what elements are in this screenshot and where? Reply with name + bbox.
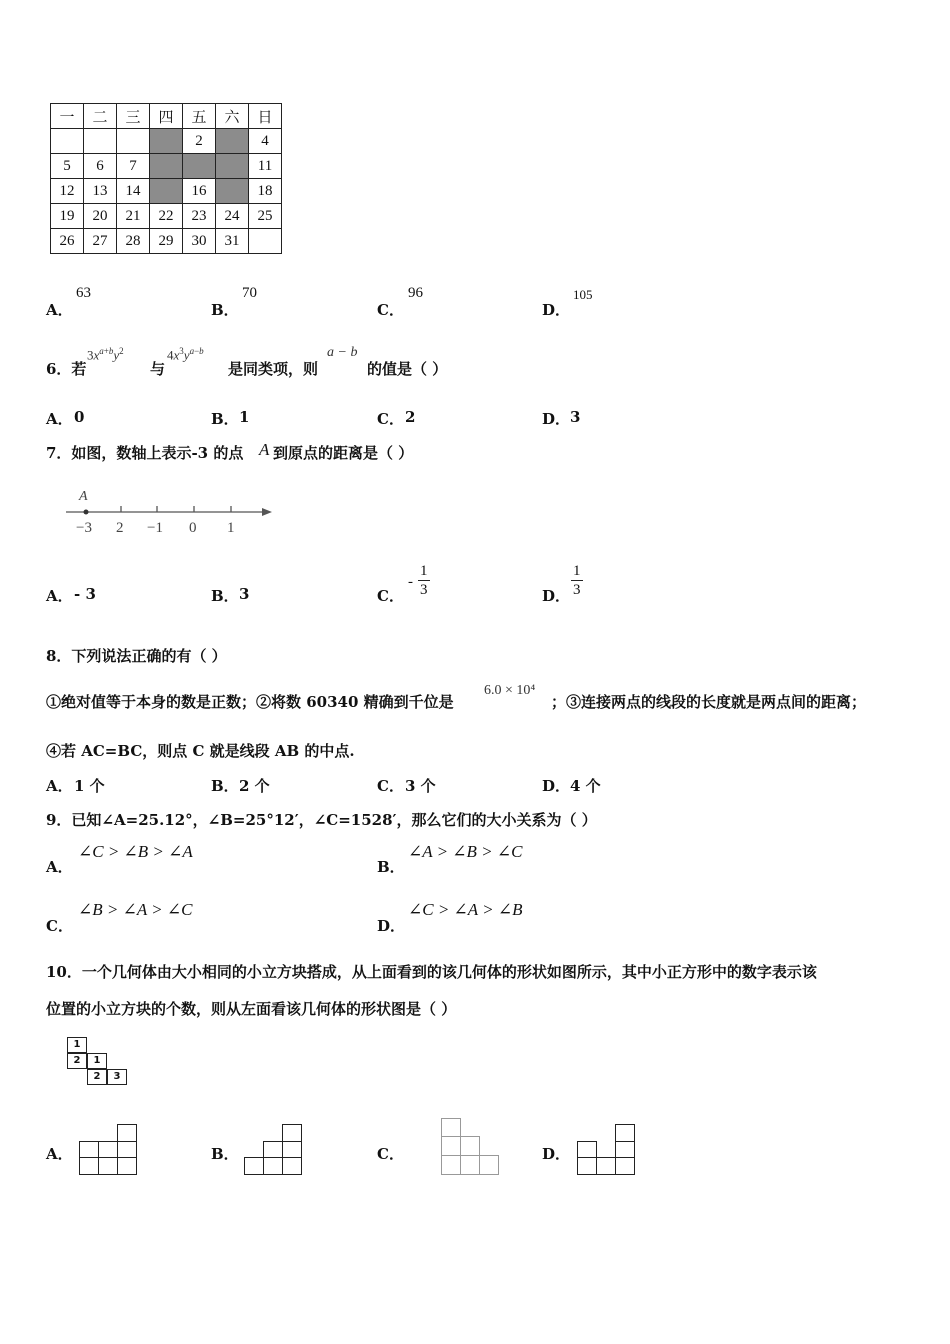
figure-square	[577, 1157, 597, 1175]
q7-stem-a: 7．如图，数轴上表示-3 的点	[46, 444, 244, 462]
calendar-table	[50, 103, 282, 254]
figure-square	[117, 1157, 137, 1175]
calendar-cell: 31	[216, 229, 249, 254]
calendar-cell: 7	[117, 154, 150, 179]
top-view-cell: 2	[87, 1069, 107, 1085]
q8-option-c-label[interactable]: C．	[377, 777, 404, 795]
figure-square	[117, 1141, 137, 1158]
q10-top-view	[67, 1037, 129, 1089]
q10-option-c-label[interactable]: C．	[377, 1145, 404, 1163]
figure-square	[98, 1157, 118, 1175]
q10-option-d-label[interactable]: D．	[542, 1145, 571, 1163]
q8-line1-a: ①绝对值等于本身的数是正数；②将数 60340 精确到千位是	[46, 693, 454, 711]
q7-option-a-value: - 3	[74, 585, 96, 603]
number-line-tick-label: 2	[116, 520, 124, 536]
calendar-cell: 19	[51, 204, 84, 229]
q5-option-a-label[interactable]: A．	[46, 301, 73, 319]
calendar-cell: 30	[183, 229, 216, 254]
calendar-cell: 28	[117, 229, 150, 254]
number-line-arrow	[262, 508, 272, 516]
number-line-point-a	[84, 510, 89, 515]
calendar-cell: 23	[183, 204, 216, 229]
calendar-cell	[84, 129, 117, 154]
q6-option-a-label[interactable]: A．	[46, 410, 73, 428]
q7-option-d-fraction	[571, 562, 583, 599]
calendar-cell: 14	[117, 179, 150, 204]
q8-scientific-notation: 6.0 × 10⁴	[484, 683, 536, 698]
q8-option-c-value: 3 个	[405, 777, 436, 795]
number-line	[60, 484, 275, 540]
calendar-cell: 6	[84, 154, 117, 179]
q7-option-c-fraction	[418, 562, 430, 599]
calendar-cell: 18	[249, 179, 282, 204]
calendar-cell-shaded	[183, 154, 216, 179]
q5-option-d-value: 105	[573, 287, 593, 302]
q10-option-c-figure[interactable]	[441, 1118, 503, 1178]
q6-suffix: 的值是（ ）	[367, 360, 448, 378]
q6-expression: a − b	[327, 345, 358, 360]
q6-option-d-label[interactable]: D．	[542, 410, 571, 428]
q6-option-c-label[interactable]: C．	[377, 410, 404, 428]
figure-square	[460, 1155, 480, 1175]
calendar-header: 一	[51, 104, 84, 129]
calendar-cell: 24	[216, 204, 249, 229]
calendar-cell: 22	[150, 204, 183, 229]
q5-option-c-value: 96	[408, 285, 423, 301]
q5-option-d-label[interactable]: D．	[542, 301, 571, 319]
q5-option-b-value: 70	[242, 285, 257, 301]
calendar-cell: 16	[183, 179, 216, 204]
figure-square	[596, 1157, 616, 1175]
calendar-header: 四	[150, 104, 183, 129]
q8-line2: ④若 AC=BC，则点 C 就是线段 AB 的中点.	[46, 742, 355, 760]
top-view-cell: 3	[107, 1069, 127, 1085]
q8-option-b-value: 2 个	[239, 777, 270, 795]
calendar-header: 五	[183, 104, 216, 129]
top-view-cell: 2	[67, 1053, 87, 1069]
fraction-numerator: 1	[420, 563, 428, 579]
q9-option-a-value: ∠C > ∠B > ∠A	[78, 842, 193, 861]
q7-option-c-label[interactable]: C．	[377, 587, 404, 605]
calendar-header: 三	[117, 104, 150, 129]
figure-square	[98, 1141, 118, 1158]
q10-option-b-label[interactable]: B．	[211, 1145, 239, 1163]
calendar-cell	[249, 229, 282, 254]
q8-option-a-label[interactable]: A．	[46, 777, 73, 795]
figure-square	[117, 1124, 137, 1142]
figure-square	[479, 1155, 499, 1175]
q6-option-b-value: 1	[239, 408, 250, 426]
top-view-cell: 1	[67, 1037, 87, 1053]
q9-option-d-label[interactable]: D．	[377, 917, 406, 935]
q5-option-a-value: 63	[76, 285, 91, 301]
q10-line1: 10．一个几何体由大小相同的小立方块搭成，从上面看到的该几何体的形状如图所示，其中小正方形中的数字表示该	[46, 963, 817, 981]
calendar-cell-shaded	[216, 179, 249, 204]
figure-square	[615, 1157, 635, 1175]
calendar-cell-shaded	[216, 129, 249, 154]
calendar-cell-shaded	[216, 154, 249, 179]
q6-option-b-label[interactable]: B．	[211, 410, 239, 428]
figure-square	[615, 1141, 635, 1158]
calendar-cell: 12	[51, 179, 84, 204]
figure-square	[263, 1157, 283, 1175]
figure-square	[79, 1157, 99, 1175]
q7-option-b-value: 3	[239, 585, 250, 603]
q7-option-a-label[interactable]: A．	[46, 587, 73, 605]
figure-square	[244, 1157, 264, 1175]
calendar-cell-shaded	[150, 129, 183, 154]
calendar-cell: 29	[150, 229, 183, 254]
q9-option-b-label[interactable]: B．	[377, 858, 405, 876]
calendar-cell: 11	[249, 154, 282, 179]
q7-option-c-sign: -	[408, 574, 413, 590]
q8-option-b-label[interactable]: B．	[211, 777, 239, 795]
calendar-cell: 2	[183, 129, 216, 154]
q9-option-b-value: ∠A > ∠B > ∠C	[408, 842, 523, 861]
number-line-tick-label: −1	[147, 520, 163, 536]
calendar-cell: 26	[51, 229, 84, 254]
figure-square	[282, 1157, 302, 1175]
figure-square	[441, 1136, 461, 1156]
fraction-denominator: 3	[573, 582, 581, 598]
q8-option-a-value: 1 个	[74, 777, 105, 795]
calendar-cell: 27	[84, 229, 117, 254]
q6-mid1: 与	[150, 360, 166, 378]
calendar-cell: 4	[249, 129, 282, 154]
number-line-tick-label: 1	[227, 520, 235, 536]
calendar-header: 六	[216, 104, 249, 129]
q9-option-c-value: ∠B > ∠A > ∠C	[78, 900, 193, 919]
q7-option-b-label[interactable]: B．	[211, 587, 239, 605]
calendar-header: 日	[249, 104, 282, 129]
q6-mid2: 是同类项，则	[228, 360, 319, 378]
q7-option-d-label[interactable]: D．	[542, 587, 571, 605]
calendar-cell-shaded	[150, 154, 183, 179]
q8-option-d-value: 4 个	[570, 777, 601, 795]
calendar-cell: 25	[249, 204, 282, 229]
q8-option-d-label[interactable]: D．	[542, 777, 571, 795]
calendar-cell-shaded	[150, 179, 183, 204]
q8-stem: 8．下列说法正确的有（ ）	[46, 647, 227, 665]
calendar-header: 二	[84, 104, 117, 129]
calendar-cell: 21	[117, 204, 150, 229]
number-line-tick-label: −3	[76, 520, 92, 536]
figure-square	[441, 1155, 461, 1175]
figure-square	[282, 1124, 302, 1142]
fraction-denominator: 3	[420, 582, 428, 598]
q5-option-b-label[interactable]: B．	[211, 301, 239, 319]
calendar-cell: 5	[51, 154, 84, 179]
q6-prefix: 6．若	[46, 360, 87, 378]
q7-stem-b: 到原点的距离是（ ）	[273, 444, 414, 462]
q10-line2: 位置的小立方块的个数，则从左面看该几何体的形状图是（ ）	[46, 1000, 457, 1018]
calendar-cell: 13	[84, 179, 117, 204]
top-view-cell: 1	[87, 1053, 107, 1069]
q9-stem: 9．已知∠A=25.12°，∠B=25°12′，∠C=1528′，那么它们的大小关系为（ ）	[46, 811, 597, 829]
q8-line1-b: ；③连接两点的线段的长度就是两点间的距离；	[551, 693, 867, 711]
figure-square	[79, 1141, 99, 1158]
figure-square	[441, 1118, 461, 1137]
number-line-tick-label: 0	[189, 520, 197, 536]
calendar-cell	[51, 129, 84, 154]
figure-square	[263, 1141, 283, 1158]
q9-option-a-label[interactable]: A．	[46, 858, 73, 876]
calendar-cell	[117, 129, 150, 154]
q10-option-a-label[interactable]: A．	[46, 1145, 73, 1163]
q10-option-d-figure[interactable]	[577, 1124, 637, 1176]
q6-option-c-value: 2	[405, 408, 416, 426]
q6-term-1: $3x^{a+b}y^2$	[87, 346, 124, 363]
q6-term-2: $4x^3y^{a-b}$	[167, 346, 204, 363]
figure-square	[460, 1136, 480, 1156]
q5-option-c-label[interactable]: C．	[377, 301, 404, 319]
number-line-label-a: A	[79, 489, 88, 504]
figure-square	[282, 1141, 302, 1158]
figure-square	[577, 1141, 597, 1158]
q9-option-c-label[interactable]: C．	[46, 917, 73, 935]
q9-option-d-value: ∠C > ∠A > ∠B	[408, 900, 523, 919]
q6-option-a-value: 0	[74, 408, 85, 426]
q6-option-d-value: 3	[570, 408, 581, 426]
figure-square	[615, 1124, 635, 1142]
calendar-cell: 20	[84, 204, 117, 229]
q10-option-a-figure[interactable]	[79, 1124, 139, 1176]
fraction-numerator: 1	[573, 563, 581, 579]
q10-option-b-figure[interactable]	[244, 1124, 304, 1176]
q7-point-label: A	[259, 440, 270, 459]
